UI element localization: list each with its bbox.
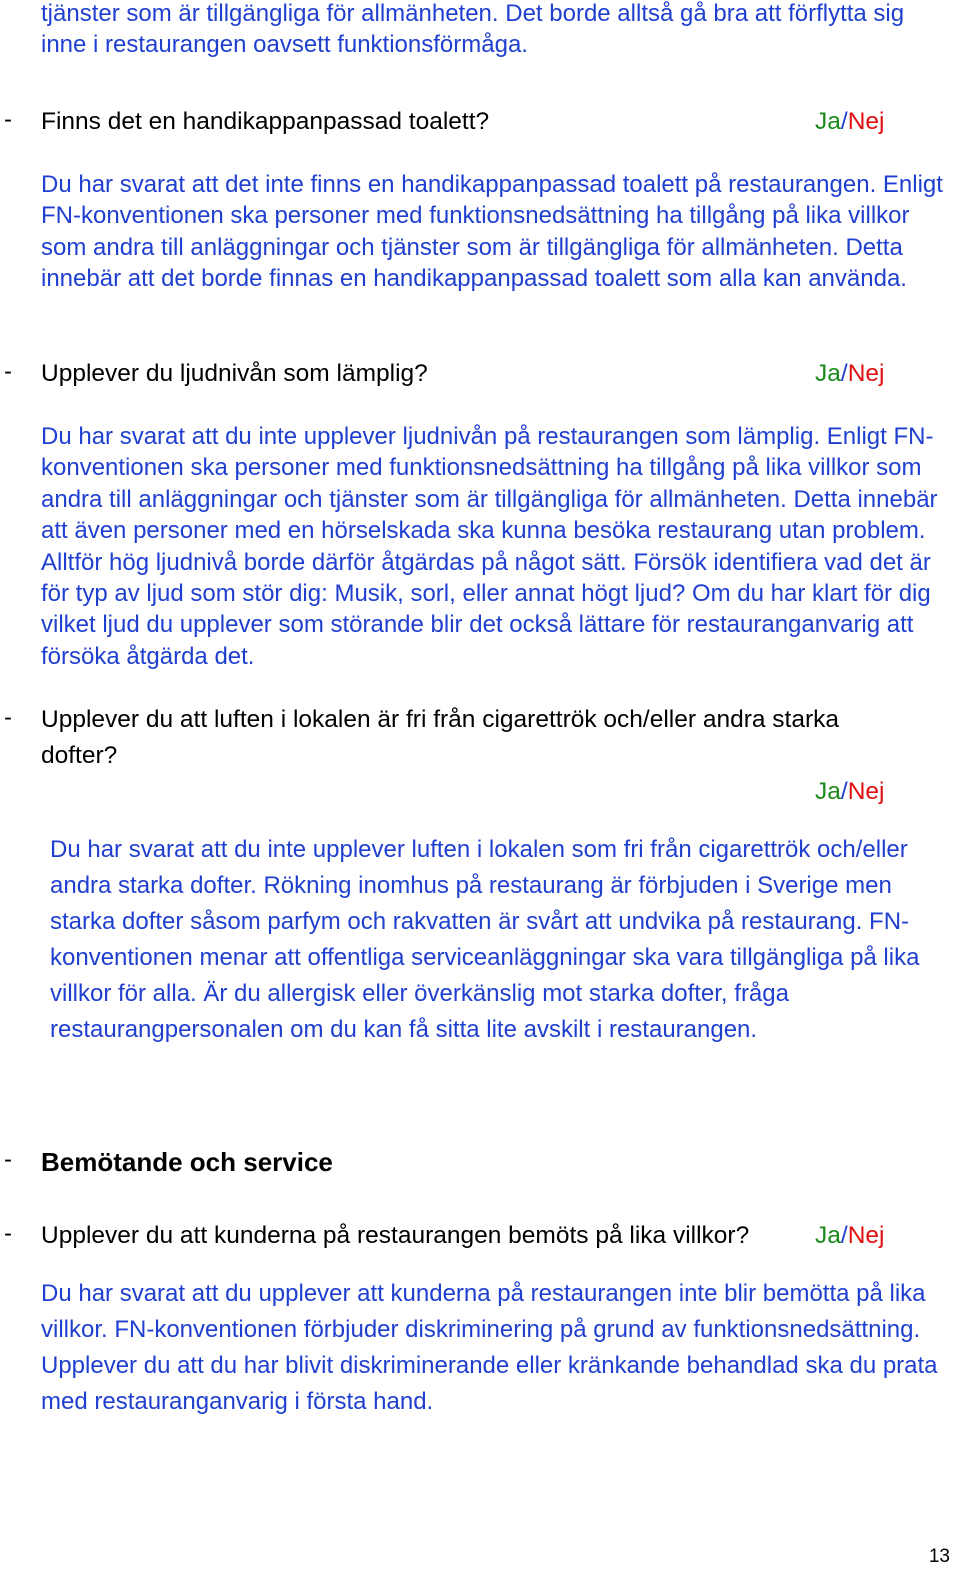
question-toilet: Finns det en handikappanpassad toalett? — [41, 108, 490, 135]
yes-label: Ja — [815, 108, 841, 135]
answer-equal-treatment: Du har svarat att du upplever att kunderna på restaurangen inte blir bemötta på lika villkor. FN-konventionen förbjuder diskriminering på grund av funktionsnedsättning. Upplever du att du har blivit diskriminerande eller kränkande behandlad ska du prata med restauranganvarig i första hand. — [41, 1280, 938, 1415]
yes-label: Ja — [815, 360, 841, 387]
answer-toilet: Du har svarat att det inte finns en handikappanpassad toalett på restaurangen. Enligt FN-konventionen ska personer med funktionsnedsättning ha tillgång på lika villkor som andra till anläggningar och tjänster som är tillgängliga för allmänheten. Detta innebär att det borde finnas en handikappanpassad toalett som alla kan använda. — [41, 171, 943, 293]
yes-no-choice — [815, 104, 884, 140]
list-marker: - — [4, 358, 12, 385]
separator: / — [840, 360, 848, 387]
separator: / — [840, 108, 848, 135]
no-label: Nej — [847, 108, 885, 135]
list-marker: - — [4, 704, 12, 731]
answer-air-quality: Du har svarat att du inte upplever luften i lokalen som fri från cigarettrök och/eller andra starka dofter. Rökning inomhus på restaurang är förbjuden i Sverige men starka dofter såsom parfym och rakvatten är svårt att undvika på restaurang. FN-konventionen menar att offentliga serviceanläggningar ska vara tillgängliga på lika villkor för alla. Är du allergisk eller överkänslig mot starka dofter, fråga restaurangpersonalen om du kan få sitta lite avskilt i restaurangen. — [50, 836, 920, 1043]
separator: / — [840, 778, 848, 805]
yes-no-choice — [815, 1218, 884, 1254]
page-number: 13 — [928, 1546, 950, 1567]
question-sound-level: Upplever du ljudnivån som lämplig? — [41, 360, 428, 387]
no-label: Nej — [847, 778, 885, 805]
yes-no-choice — [815, 356, 884, 392]
question-air-quality: Upplever du att luften i lokalen är fri från cigarettrök och/eller andra starka dofter? — [41, 706, 840, 769]
list-marker: - — [4, 1220, 12, 1247]
list-marker: - — [4, 1146, 12, 1173]
section-heading: Bemötande och service — [41, 1147, 333, 1177]
no-label: Nej — [847, 360, 885, 387]
yes-no-choice — [815, 774, 884, 810]
list-marker: - — [4, 106, 12, 133]
intro-paragraph: tjänster som är tillgängliga för allmänheten. Det borde alltså gå bra att förflytta sig inne i restaurangen oavsett funktionsförmåga. — [41, 0, 905, 59]
yes-label: Ja — [815, 778, 841, 805]
no-label: Nej — [847, 1222, 885, 1249]
separator: / — [840, 1222, 848, 1249]
answer-sound-level: Du har svarat att du inte upplever ljudnivån på restaurangen som lämplig. Enligt FN-konventionen ska personer med funktionsnedsättning ha tillgång på lika villkor som andra till anläggningar och tjänster som är tillgängliga för allmänheten. Detta innebär att även personer med en hörselskada ska kunna besöka restaurang utan problem. Alltför hög ljudnivå borde därför åtgärdas på något sätt. Försök identifiera vad det är för typ av ljud som stör dig: Musik, sorl, eller annat högt ljud? Om du har klart för dig vilket ljud du upplever som störande blir det också lättare för restauranganvarig att försöka åtgärda det. — [41, 423, 938, 670]
question-equal-treatment: Upplever du att kunderna på restaurangen bemöts på lika villkor? — [41, 1222, 750, 1249]
yes-label: Ja — [815, 1222, 841, 1249]
